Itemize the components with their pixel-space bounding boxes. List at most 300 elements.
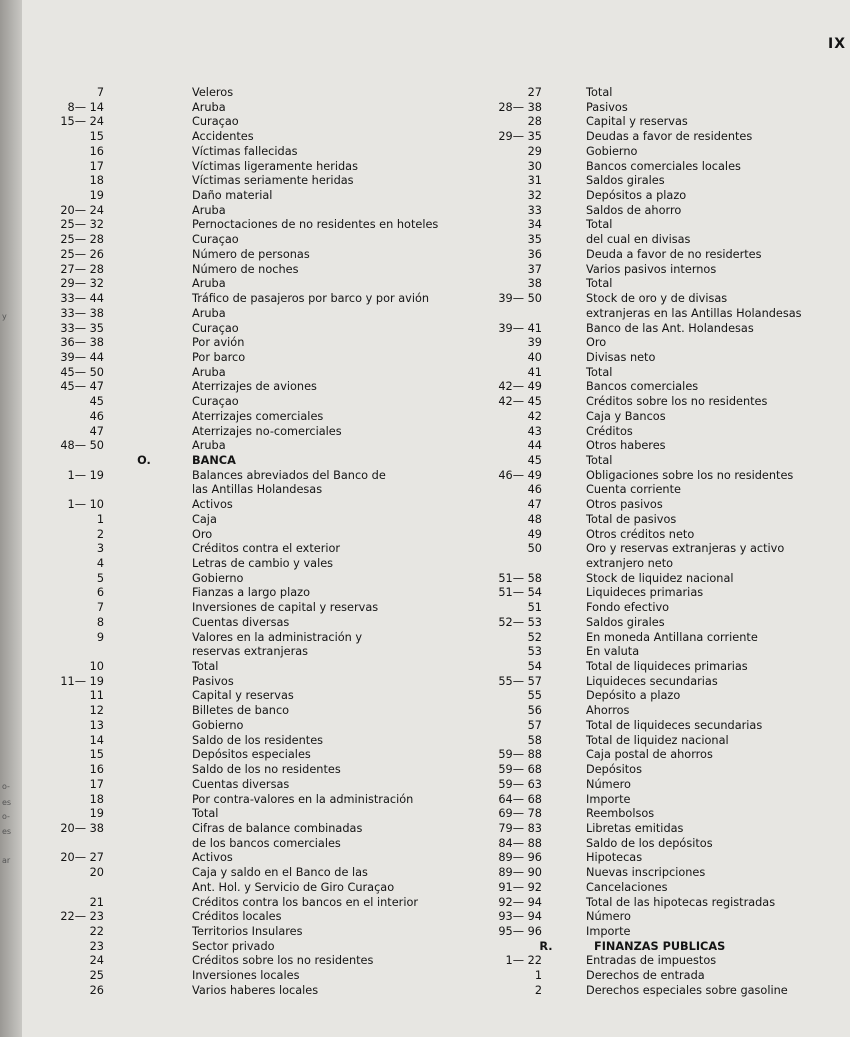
margin-note: es [2,798,12,807]
entry-label: Saldo de los no residentes [192,763,341,777]
entry-label: Número [586,910,631,924]
entry-label: Accidentes [192,130,254,144]
entry-label: Caja [192,512,217,526]
section-letter: O. [137,453,151,467]
index-entry [462,822,822,837]
entry-number: 36 [527,247,542,261]
index-entry [46,837,466,852]
entry-label: Inversiones de capital y reservas [192,601,379,615]
index-entry [462,896,822,911]
entry-number: 24 [89,954,104,968]
entry-label: En valuta [586,645,640,659]
index-entry [46,910,466,925]
entry-label: Fianzas a largo plazo [192,586,310,600]
entry-label: Pasivos [192,674,234,688]
index-entry [462,322,822,337]
entry-number: 47 [89,424,104,438]
entry-number: 89— 96 [498,851,542,865]
entry-label: Depósito a plazo [586,689,681,703]
entry-number: 14 [89,733,104,747]
entry-number: 16 [89,763,104,777]
entry-label: Divisas neto [586,350,656,364]
page-number: IX [828,36,847,52]
entry-number: 33— 35 [60,321,104,335]
index-entry [462,336,822,351]
index-entry [46,366,466,381]
index-entry [46,204,466,219]
entry-number: 20— 38 [60,821,104,835]
entry-number: 33— 38 [60,306,104,320]
index-entry [46,631,466,646]
entry-number: 43 [527,424,542,438]
entry-number: 89— 90 [498,866,542,880]
index-entry [462,380,822,395]
entry-label: Territorios Insulares [192,924,303,938]
index-entry [462,660,822,675]
entry-label: Caja postal de ahorros [586,748,713,762]
entry-number: 46 [89,409,104,423]
document-page [22,0,850,1037]
entry-number: 49 [527,527,542,541]
entry-label: Total [586,218,613,232]
index-entry [46,866,466,881]
index-entry [46,925,466,940]
entry-label: Bancos comerciales locales [586,159,741,173]
entry-number: 37 [527,262,542,276]
index-entry [462,793,822,808]
entry-number: 27 [527,86,542,99]
entry-label: las Antillas Holandesas [192,483,323,497]
entry-number: 50 [527,542,542,556]
entry-number: 55 [527,689,542,703]
entry-label: Liquideces secundarias [586,674,718,688]
index-entry [462,851,822,866]
entry-label: reservas extranjeras [192,645,309,659]
entry-label: Víctimas seriamente heridas [192,174,354,188]
index-entry [46,336,466,351]
entry-number: 15 [89,748,104,762]
entry-label: Curaçao [192,321,239,335]
entry-label: Fondo efectivo [586,601,670,615]
entry-label: Liquideces primarias [586,586,704,600]
entry-label: Varios haberes locales [192,983,319,997]
entry-number: 15 [89,130,104,144]
index-entry [462,925,822,940]
entry-label: Tráfico de pasajeros por barco y por avión [192,292,430,306]
index-entry [46,689,466,704]
index-entry [46,483,466,498]
entry-number: 20— 24 [60,203,104,217]
entry-label: Saldos girales [586,174,665,188]
index-entry [462,528,822,543]
index-entry [46,542,466,557]
entry-label: Otros pasivos [586,498,663,512]
entry-label: Total [586,365,613,379]
index-entry [46,425,466,440]
entry-number: 58 [527,733,542,747]
index-entry [462,748,822,763]
entry-number: 26 [89,983,104,997]
index-entry [462,292,822,307]
entry-number: 91— 92 [498,880,542,894]
entry-number: 15— 24 [60,115,104,129]
entry-number: 51— 58 [498,571,542,585]
entry-number: 1 [96,512,104,526]
entry-number: 59— 68 [498,763,542,777]
section-heading [462,940,822,955]
margin-note: es [2,827,12,836]
entry-label: Aruba [192,203,226,217]
index-entry [46,86,466,101]
entry-label: Gobierno [192,571,244,585]
entry-number: 28— 38 [498,100,542,114]
index-entry [46,822,466,837]
index-entry [462,483,822,498]
index-entry [462,675,822,690]
entry-number: 11— 19 [60,674,104,688]
index-entry [46,218,466,233]
entry-label: del cual en divisas [586,233,691,247]
entry-number: 69— 78 [498,807,542,821]
entry-label: Banco de las Ant. Holandesas [586,321,754,335]
entry-number: 25— 26 [60,247,104,261]
entry-label: Aruba [192,277,226,291]
entry-label: Créditos locales [192,910,282,924]
index-entry [46,557,466,572]
entry-number: 51— 54 [498,586,542,600]
index-entry [462,572,822,587]
index-entry [462,130,822,145]
entry-number: 16 [89,144,104,158]
entry-label: Oro [586,336,607,350]
entry-label: Activos [192,851,233,865]
entry-label: Curaçao [192,233,239,247]
index-entry [46,439,466,454]
entry-label: Otros créditos neto [586,527,695,541]
entry-label: Saldos girales [586,615,665,629]
index-entry [46,130,466,145]
entry-label: Reembolsos [586,807,655,821]
index-entry [462,704,822,719]
entry-label: Aruba [192,439,226,453]
index-entry [462,263,822,278]
entry-label: Gobierno [586,144,638,158]
index-entry [462,984,822,999]
entry-number: 59— 88 [498,748,542,762]
entry-label: Gobierno [192,718,244,732]
entry-label: Obligaciones sobre los no residentes [586,468,794,482]
entry-label: Entradas de impuestos [586,954,717,968]
index-entry [46,572,466,587]
index-entry [46,734,466,749]
entry-number: 46 [527,483,542,497]
entry-number: 48 [527,512,542,526]
entry-number: 17 [89,159,104,173]
index-entry [462,498,822,513]
entry-label: Por contra-valores en la administración [192,792,414,806]
entry-number: 84— 88 [498,836,542,850]
entry-label: Sector privado [192,939,275,953]
entry-number: 31 [527,174,542,188]
entry-label: Importe [586,924,631,938]
index-entry [462,439,822,454]
entry-label: Libretas emitidas [586,821,684,835]
margin-note: o- [2,782,10,791]
index-column-left [46,86,466,999]
index-entry [462,542,822,557]
entry-number: 38 [527,277,542,291]
entry-number: 55— 57 [498,674,542,688]
entry-number: 9 [96,630,104,644]
index-entry [46,189,466,204]
index-entry [46,793,466,808]
section-title: FINANZAS PUBLICAS [594,939,726,953]
index-entry [462,866,822,881]
index-entry [46,160,466,175]
entry-number: 1— 22 [505,954,542,968]
entry-number: 52— 53 [498,615,542,629]
index-entry [462,778,822,793]
entry-number: 13 [89,718,104,732]
entry-number: 51 [527,601,542,615]
entry-label: Total de pasivos [586,512,677,526]
entry-label: Aterrizajes comerciales [192,409,324,423]
entry-number: 45 [89,395,104,409]
entry-number: 48— 50 [60,439,104,453]
entry-number: 44 [527,439,542,453]
entry-label: Capital y reservas [192,689,294,703]
entry-number: 42— 49 [498,380,542,394]
index-entry [462,807,822,822]
entry-number: 33 [527,203,542,217]
entry-label: Créditos sobre los no residentes [192,954,374,968]
left-margin-notes [0,0,22,1037]
entry-label: Pernoctaciones de no residentes en hoteles [192,218,439,232]
entry-number: 7 [96,601,104,615]
index-entry [46,115,466,130]
entry-label: Activos [192,498,233,512]
index-entry [462,469,822,484]
index-entry [462,425,822,440]
entry-label: Derechos de entrada [586,969,705,983]
entry-number: 39 [527,336,542,350]
entry-label: Total de liquideces primarias [586,660,748,674]
entry-number: 23 [89,939,104,953]
entry-number: 8— 14 [67,100,104,114]
entry-number: 30 [527,159,542,173]
index-entry [46,748,466,763]
index-entry [462,174,822,189]
margin-note: ar [2,856,11,865]
index-entry [46,233,466,248]
entry-label: Oro y reservas extranjeras y activo [586,542,785,556]
entry-label: Inversiones locales [192,969,300,983]
index-entry [462,351,822,366]
index-entry [46,263,466,278]
index-entry [462,837,822,852]
entry-label: Depósitos a plazo [586,189,687,203]
entry-label: Créditos contra el exterior [192,542,341,556]
entry-label: Ant. Hol. y Servicio de Giro Curaçao [192,880,395,894]
entry-label: Total de las hipotecas registradas [586,895,776,909]
entry-label: Víctimas fallecidas [192,144,298,158]
entry-label: Total [586,453,613,467]
entry-label: Créditos sobre los no residentes [586,395,768,409]
index-entry [462,307,822,322]
entry-label: Letras de cambio y vales [192,557,334,570]
entry-label: Veleros [192,86,234,99]
entry-number: 39— 41 [498,321,542,335]
section-heading [46,454,466,469]
entry-label: Por avión [192,336,245,350]
index-entry [46,410,466,425]
entry-label: Saldo de los depósitos [586,836,713,850]
entry-number: 7 [96,86,104,99]
index-entry [46,940,466,955]
entry-label: Total de liquideces secundarias [586,718,763,732]
section-letter: R. [539,939,553,953]
index-entry [46,174,466,189]
index-entry [462,86,822,101]
entry-number: 1— 10 [67,498,104,512]
entry-number: 45 [527,453,542,467]
entry-label: Aterrizajes no-comerciales [192,424,342,438]
entry-number: 29— 32 [60,277,104,291]
index-entry [46,763,466,778]
index-entry [462,454,822,469]
index-entry [46,395,466,410]
index-entry [462,763,822,778]
entry-number: 2 [534,983,542,997]
index-column-right [462,86,822,999]
section-title: BANCA [192,453,236,467]
entry-number: 17 [89,777,104,791]
index-entry [46,586,466,601]
index-entry [462,101,822,116]
entry-number: 11 [89,689,104,703]
entry-label: Depósitos especiales [192,748,311,762]
entry-number: 5 [96,571,104,585]
index-entry [46,380,466,395]
entry-label: Número [586,777,631,791]
entry-label: Hipotecas [586,851,643,865]
index-entry [46,351,466,366]
entry-number: 42 [527,409,542,423]
index-entry [462,601,822,616]
entry-number: 18 [89,174,104,188]
entry-label: Valores en la administración y [192,630,363,644]
entry-number: 2 [96,527,104,541]
entry-number: 39— 44 [60,350,104,364]
entry-number: 25— 32 [60,218,104,232]
index-entry [462,145,822,160]
entry-number: 28 [527,115,542,129]
entry-label: Importe [586,792,631,806]
entry-number: 45— 50 [60,365,104,379]
entry-number: 35 [527,233,542,247]
entry-number: 34 [527,218,542,232]
index-entry [462,631,822,646]
index-entry [46,778,466,793]
entry-label: Saldo de los residentes [192,733,324,747]
entry-number: 20— 27 [60,851,104,865]
entry-number: 39— 50 [498,292,542,306]
entry-label: Daño material [192,189,273,203]
index-entry [462,734,822,749]
entry-label: Total [192,660,219,674]
index-entry [462,218,822,233]
entry-number: 40 [527,350,542,364]
entry-number: 29— 35 [498,130,542,144]
index-entry [46,248,466,263]
entry-label: Capital y reservas [586,115,688,129]
entry-number: 27— 28 [60,262,104,276]
index-entry [46,660,466,675]
entry-number: 45— 47 [60,380,104,394]
index-entry [462,557,822,572]
entry-number: 4 [96,557,104,570]
entry-label: Aterrizajes de aviones [192,380,317,394]
entry-label: Cuentas diversas [192,777,290,791]
index-entry [46,645,466,660]
index-entry [462,410,822,425]
index-entry [462,513,822,528]
index-entry [46,969,466,984]
entry-number: 22— 23 [60,910,104,924]
index-entry [46,601,466,616]
entry-number: 3 [96,542,104,556]
index-entry [462,969,822,984]
entry-label: de los bancos comerciales [192,836,341,850]
index-entry [46,528,466,543]
entry-label: Bancos comerciales [586,380,699,394]
index-entry [46,145,466,160]
entry-label: Total [586,86,613,99]
index-entry [462,395,822,410]
entry-number: 95— 96 [498,924,542,938]
entry-number: 20 [89,866,104,880]
entry-label: Pasivos [586,100,628,114]
entry-number: 19 [89,189,104,203]
entry-label: Saldos de ahorro [586,203,682,217]
entry-label: Caja y saldo en el Banco de las [192,866,368,880]
entry-number: 52 [527,630,542,644]
entry-number: 56 [527,704,542,718]
entry-label: Depósitos [586,763,642,777]
index-entry [462,719,822,734]
entry-number: 64— 68 [498,792,542,806]
entry-label: Deudas a favor de residentes [586,130,753,144]
entry-number: 93— 94 [498,910,542,924]
index-entry [462,115,822,130]
entry-label: Curaçao [192,115,239,129]
entry-number: 54 [527,660,542,674]
index-entry [46,807,466,822]
index-entry [462,954,822,969]
entry-label: Por barco [192,350,246,364]
index-entry [46,498,466,513]
entry-number: 10 [89,660,104,674]
entry-number: 25 [89,969,104,983]
entry-label: Billetes de banco [192,704,290,718]
index-entry [462,689,822,704]
index-entry [46,513,466,528]
index-entry [46,307,466,322]
entry-label: Aruba [192,306,226,320]
entry-label: Créditos [586,424,633,438]
entry-label: Víctimas ligeramente heridas [192,159,358,173]
entry-label: Número de noches [192,262,299,276]
